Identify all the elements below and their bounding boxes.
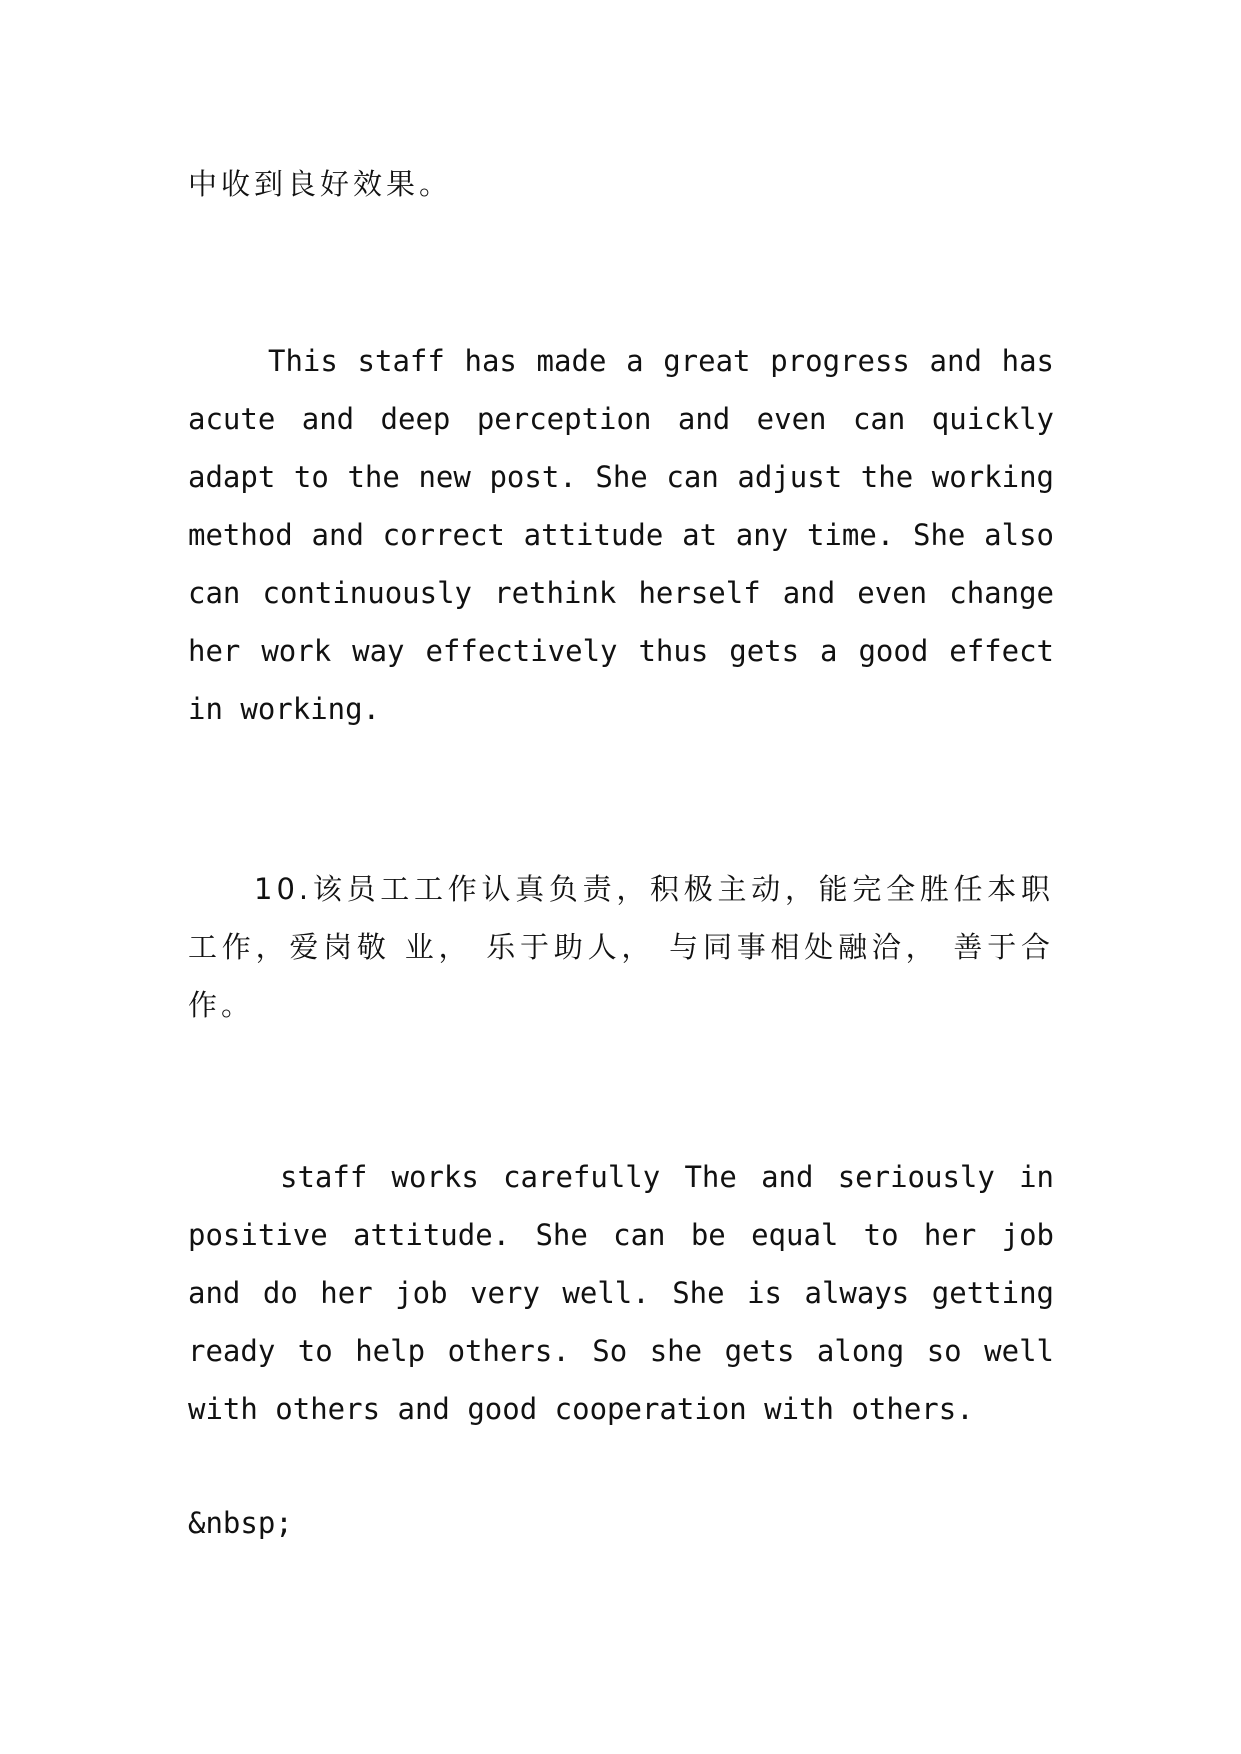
paragraph-english-evaluation-2: staff works carefully The and seriously in positive attitude. She can be equal to her job and do her job very well. She is always getting ready to help others. So she gets along so well with others and good cooperation with others. bbox=[188, 1160, 1054, 1426]
paragraph-nbsp-literal: &nbsp; bbox=[188, 1506, 293, 1540]
paragraph-chinese-evaluation-10: 10.该员工工作认真负责，积极主动，能完全胜任本职工作，爱岗敬 业， 乐于助人， 与同事相处融洽， 善于合作。 bbox=[188, 872, 1054, 1022]
paragraph-english-evaluation-1: This staff has made a great progress and has acute and deep perception and even can quickly adapt to the new post. She can adjust the working method and correct attitude at any time. She also can continuously rethink herself and even change her work way effectively thus gets a good effect in working. bbox=[188, 344, 1054, 726]
paragraph-fragment: 中收到良好效果。 bbox=[188, 167, 453, 201]
